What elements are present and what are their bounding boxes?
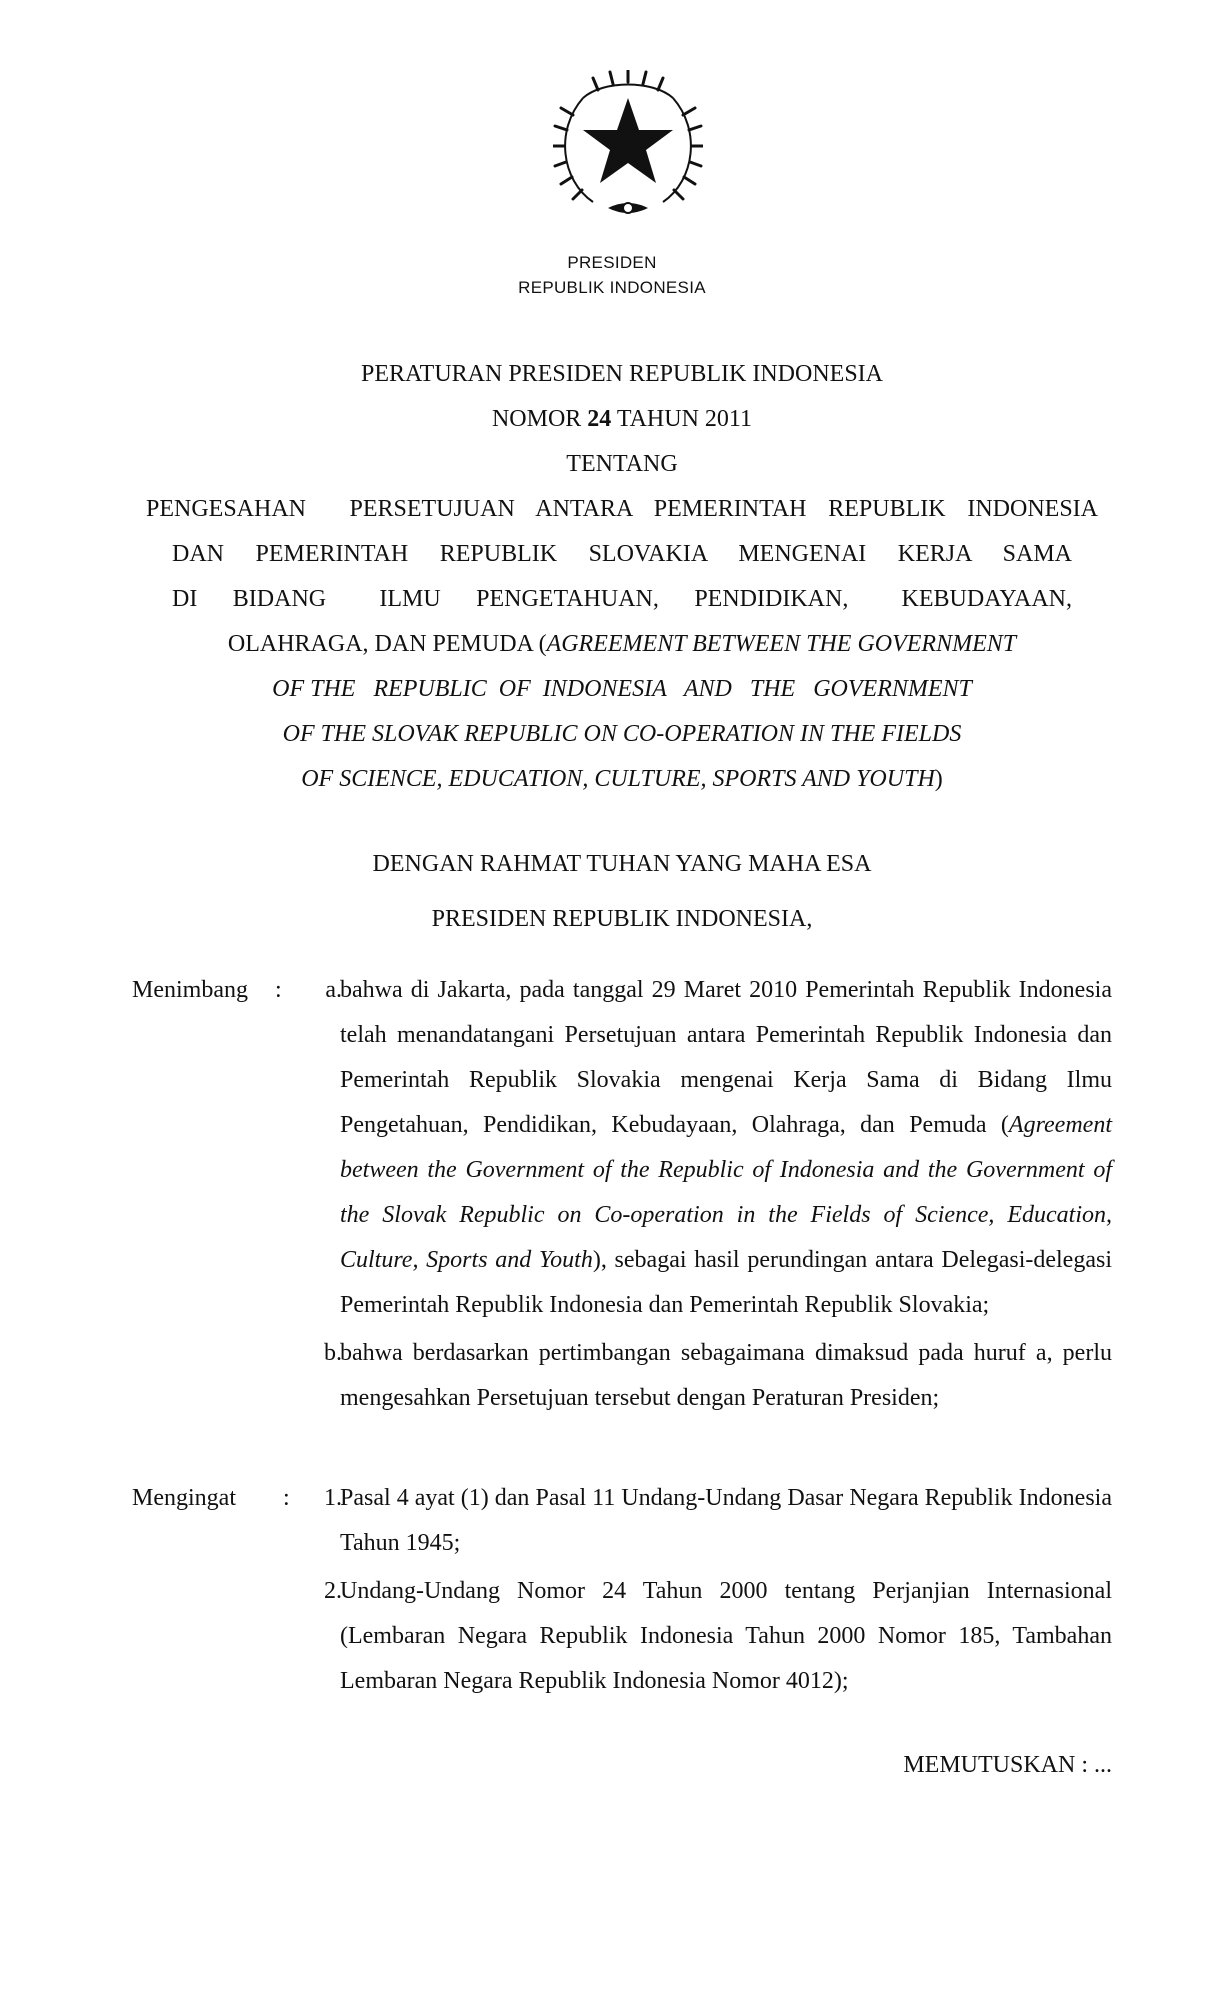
title-olahraga-italic: AGREEMENT BETWEEN THE GOVERNMENT	[546, 631, 1017, 657]
regulation-title	[100, 352, 1144, 802]
tahun-label: TAHUN 2011	[616, 406, 753, 432]
mengingat-text-1: Pasal 4 ayat (1) dan Pasal 11 Undang-Undang Dasar Negara Republik Indonesia Tahun 1945;	[340, 1485, 1112, 1556]
mengingat-marker-2: 2.	[324, 1578, 342, 1604]
title-line-di-bidang: DI BIDANG ILMU PENGETAHUAN, PENDIDIKAN, KEBUDAYAAN,	[172, 586, 1072, 612]
mengingat-marker-1: 1.	[324, 1485, 342, 1511]
title-olahraga-normal: OLAHRAGA, DAN PEMUDA (	[227, 631, 547, 657]
menimbang-label: Menimbang	[132, 977, 248, 1003]
emblem-caption-republik: REPUBLIK INDONESIA	[518, 278, 706, 297]
menimbang-item-b	[132, 1331, 1112, 1421]
title-line-tentang: TENTANG	[566, 451, 678, 477]
emblem-caption-presiden: PRESIDEN	[567, 253, 657, 272]
memutuskan-continuation: MEMUTUSKAN : ...	[903, 1752, 1112, 1778]
menimbang-marker-a: a.	[325, 977, 342, 1003]
mengingat-item-1	[132, 1476, 1112, 1566]
preamble-presiden: PRESIDEN REPUBLIK INDONESIA,	[431, 906, 813, 932]
title-line-slovak-republic: OF THE SLOVAK REPUBLIC ON CO-OPERATION IN THE FIELDS	[282, 721, 962, 747]
title-science-close: )	[934, 766, 943, 792]
preamble-rahmat: DENGAN RAHMAT TUHAN YANG MAHA ESA	[372, 851, 872, 877]
mengingat-label: Mengingat	[132, 1485, 236, 1511]
title-line-peraturan: PERATURAN PRESIDEN REPUBLIK INDONESIA	[360, 361, 884, 387]
mengingat-colon: :	[283, 1485, 290, 1511]
menimbang-section	[132, 968, 1112, 1421]
menimbang-text-a	[340, 968, 1112, 1328]
title-science-italic: OF SCIENCE, EDUCATION, CULTURE, SPORTS AND YOUTH	[301, 766, 935, 792]
nomor-value: 24	[587, 406, 612, 432]
nomor-label: NOMOR	[491, 406, 582, 432]
menimbang-item-a	[132, 968, 1112, 1328]
menimbang-a-start: bahwa di Jakarta, pada tanggal 29 Maret 2010 Pemerintah Republik Indonesia telah menandatangani Persetujuan antara Pemerintah Republik Indonesia dan Pemerintah Republik Slovakia mengenai Kerja Sama di Bidang Ilmu Pengetahuan, Pendidikan, Kebudayaan, Olahraga, dan Pemuda (	[340, 977, 1112, 1138]
mengingat-text-2: Undang-Undang Nomor 24 Tahun 2000 tentang Perjanjian Internasional (Lembaran Negara Republik Indonesia Tahun 2000 Nomor 185, Tambahan Lembaran Negara Republik Indonesia Nomor 4012);	[340, 1578, 1112, 1694]
title-line-dan-pemerintah: DAN PEMERINTAH REPUBLIK SLOVAKIA MENGENAI KERJA SAMA	[172, 541, 1072, 567]
menimbang-a-end: ), sebagai hasil perundingan antara Delegasi-delegasi Pemerintah Republik Indonesia dan Pemerintah Republik Slovakia;	[340, 1247, 1112, 1318]
menimbang-marker-b: b.	[324, 1340, 342, 1366]
title-line-of-the-republic: OF THE REPUBLIC OF INDONESIA AND THE GOVERNMENT	[272, 676, 972, 702]
title-line-nomor	[100, 397, 1144, 442]
mengingat-item-2	[132, 1569, 1112, 1704]
menimbang-a-italic: Agreement between the Government of the Republic of Indonesia and the Government of the Slovak Republic on Co-operation in the Fields of Science, Education, Culture, Sports and Youth	[340, 1112, 1112, 1273]
garuda-star-emblem-icon	[553, 70, 703, 220]
menimbang-text-b: bahwa berdasarkan pertimbangan sebagaimana dimaksud pada huruf a, perlu mengesahkan Persetujuan tersebut dengan Peraturan Presiden;	[340, 1340, 1112, 1411]
mengingat-section	[132, 1476, 1112, 1704]
title-line-science	[100, 757, 1144, 802]
title-line-pengesahan: PENGESAHAN PERSETUJUAN ANTARA PEMERINTAH REPUBLIK INDONESIA	[146, 496, 1098, 522]
menimbang-colon: :	[275, 977, 282, 1003]
title-line-olahraga	[100, 622, 1144, 667]
